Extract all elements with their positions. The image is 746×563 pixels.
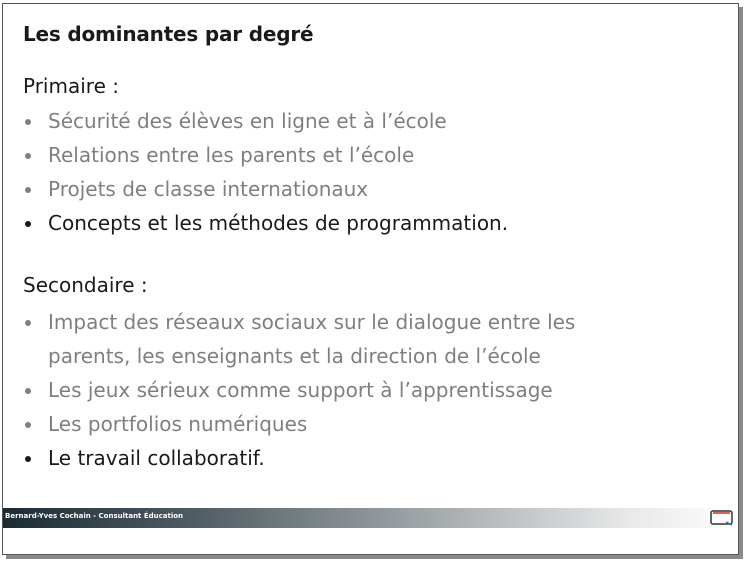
whiteboard-logo-icon <box>710 510 734 526</box>
bullet-dot-icon <box>25 221 31 227</box>
list-item: Impact des réseaux sociaux sur le dialogue entre les parents, les enseignants et la direction de l’école <box>23 305 575 373</box>
footer-bar <box>3 508 738 528</box>
bullet-list-primaire <box>23 104 508 240</box>
slide <box>2 3 739 555</box>
list-item: Les jeux sérieux comme support à l’apprentissage <box>23 373 575 407</box>
bullet-dot-icon <box>25 119 31 125</box>
section-heading-primaire: Primaire : <box>23 74 119 98</box>
bullet-list-secondaire <box>23 305 575 475</box>
bullet-dot-icon <box>25 153 31 159</box>
bullet-dot-icon <box>25 320 31 326</box>
slide-title: Les dominantes par degré <box>23 22 314 46</box>
list-item: Concepts et les méthodes de programmation. <box>23 206 508 240</box>
list-item: Projets de classe internationaux <box>23 172 508 206</box>
bullet-dot-icon <box>25 187 31 193</box>
bullet-dot-icon <box>25 388 31 394</box>
section-heading-secondaire: Secondaire : <box>23 273 148 297</box>
footer-author: Bernard-Yves Cochain - Consultant Éducation <box>5 512 184 520</box>
list-item: Relations entre les parents et l’école <box>23 138 508 172</box>
list-item: Sécurité des élèves en ligne et à l’école <box>23 104 508 138</box>
list-item: Les portfolios numériques <box>23 407 575 441</box>
bullet-dot-icon <box>25 456 31 462</box>
bullet-dot-icon <box>25 422 31 428</box>
list-item: Le travail collaboratif. <box>23 441 575 475</box>
